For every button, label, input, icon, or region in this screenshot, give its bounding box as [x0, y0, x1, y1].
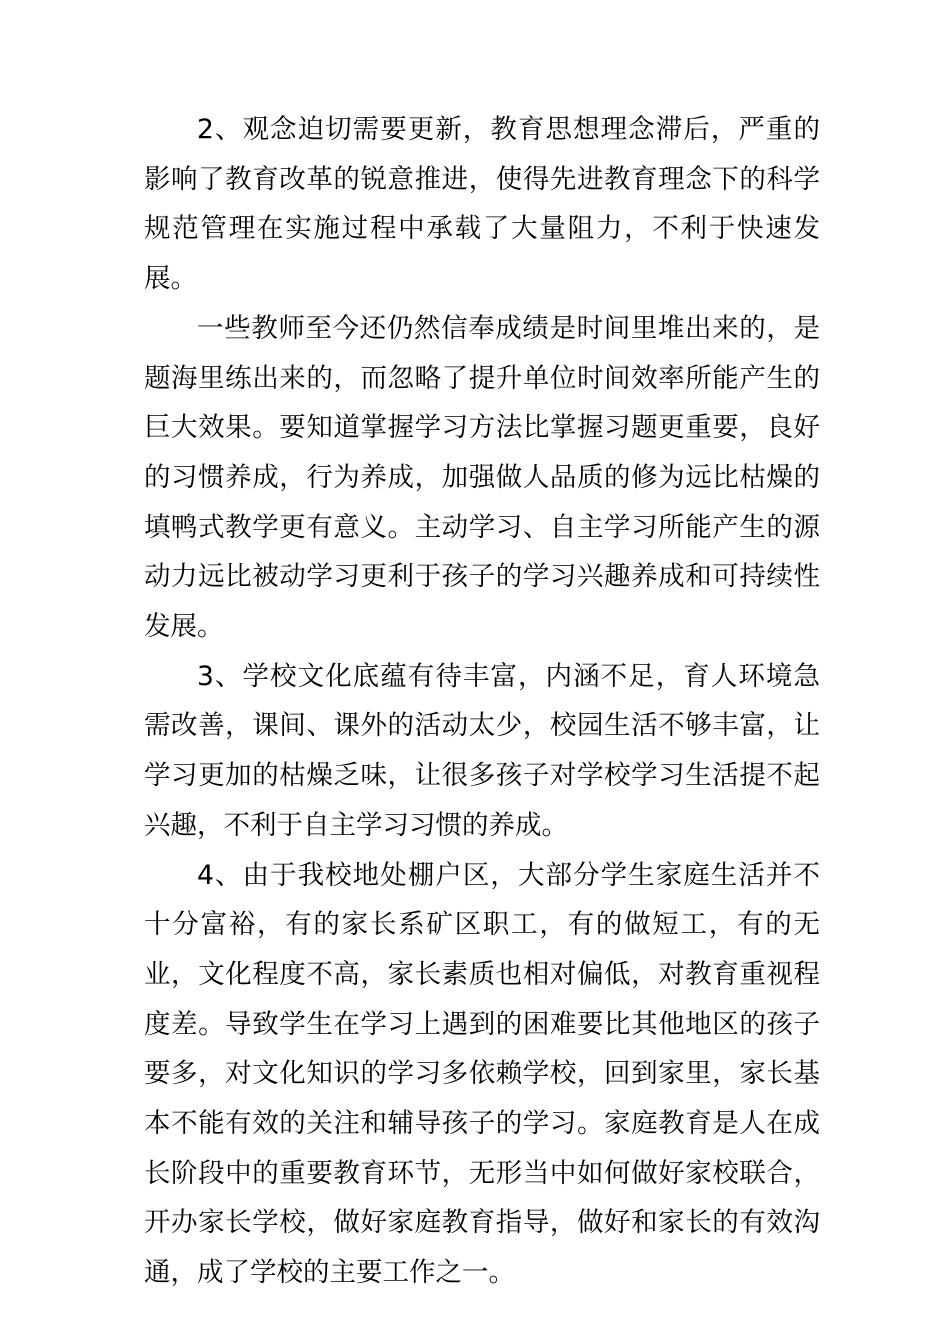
paragraph-item-4-families: 4、由于我校地处棚户区，大部分学生家庭生活并不十分富裕，有的家长系矿区职工，有的做短工，有的无业，文化程度不高，家长素质也相对偏低，对教育重视程度差。导致学生在学习上遇到的困难要比其他地区的孩子要多，对文化知识的学习多依赖学校，回到家里，家长基本不能有效的关注和辅导孩子的学习。家庭教育是人在成长阶段中的重要教育环节，无形当中如何做好家校联合，开办家长学校，做好家庭教育指导，做好和家长的有效沟通，成了学校的主要工作之一。 — [144, 859, 820, 1289]
document-page — [144, 105, 820, 1298]
paragraph-teachers-belief: 一些教师至今还仍然信奉成绩是时间里堆出来的，是题海里练出来的，而忽略了提升单位时间效率所能产生的巨大效果。要知道掌握学习方法比掌握习题更重要，良好的习惯养成，行为养成，加强做人品质的修为远比枯燥的填鸭式教学更有意义。主动学习、自主学习所能产生的源动力远比被动学习更利于孩子的学习兴趣养成和可持续性发展。 — [144, 312, 820, 643]
paragraph-item-2-concept: 2、观念迫切需要更新，教育思想理念滞后，严重的影响了教育改革的锐意推进，使得先进教育理念下的科学规范管理在实施过程中承载了大量阻力，不利于快速发展。 — [144, 114, 820, 295]
paragraph-item-3-culture: 3、学校文化底蕴有待丰富，内涵不足，育人环境急需改善，课间、课外的活动太少，校园生活不够丰富，让学习更加的枯燥乏味，让很多孩子对学校学习生活提不起兴趣，不利于自主学习习惯的养成。 — [144, 660, 820, 841]
